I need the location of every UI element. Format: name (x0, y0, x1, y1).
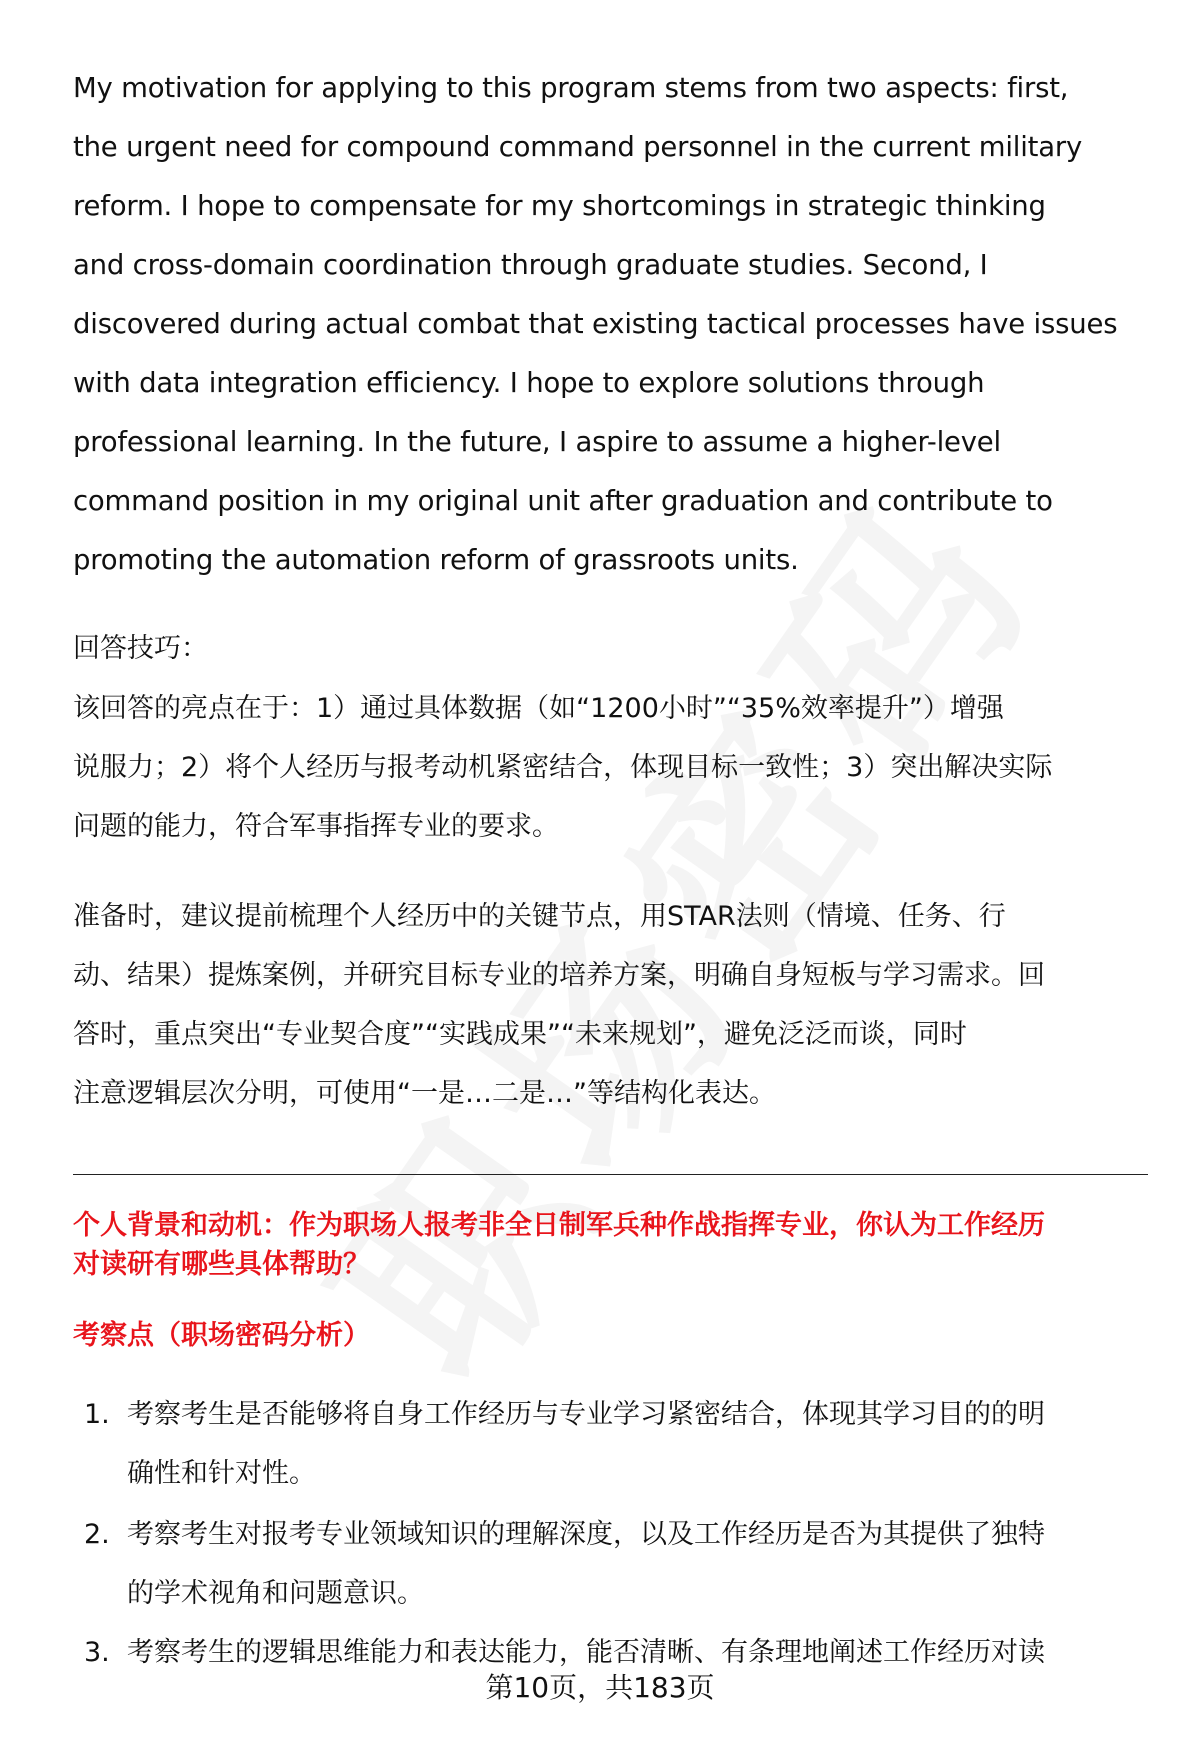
text-line: 考察考生的逻辑思维能力和表达能力，能否清晰、有条理地阐述工作经历对读 (127, 1637, 1045, 1668)
text-line: 考察考生对报考专业领域知识的理解深度，以及工作经历是否为其提供了独特 (127, 1519, 1045, 1550)
question-line: 个人背景和动机：作为职场人报考非全日制军兵种作战指挥专业，你认为工作经历 (73, 1210, 1045, 1241)
text-line: the urgent need for compound command personnel in the current military (73, 131, 1083, 163)
text-line: 动、结果）提炼案例，并研究目标专业的培养方案，明确自身短板与学习需求。回 (73, 960, 1045, 991)
list-number: 2. (84, 1519, 110, 1550)
tips-label: 回答技巧： (73, 633, 208, 664)
text-line: professional learning. In the future, I aspire to assume a higher-level (73, 426, 1001, 458)
text-line: 考察考生是否能够将自身工作经历与专业学习紧密结合，体现其学习目的的明 (127, 1399, 1045, 1430)
list-number: 3. (84, 1637, 110, 1668)
text-line: 答时，重点突出“专业契合度”“实践成果”“未来规划”，避免泛泛而谈，同时 (73, 1019, 967, 1050)
text-line: 问题的能力，符合军事指挥专业的要求。 (73, 811, 559, 842)
text-line: 确性和针对性。 (127, 1458, 316, 1489)
text-line: reform. I hope to compensate for my shortcomings in strategic thinking (73, 190, 1046, 222)
text-line: and cross-domain coordination through graduate studies. Second, I (73, 249, 988, 281)
page-number: 第10页，共183页 (485, 1671, 715, 1704)
text-line: My motivation for applying to this program stems from two aspects: first, (73, 72, 1069, 104)
text-line: with data integration efficiency. I hope to explore solutions through (73, 367, 985, 399)
text-line: promoting the automation reform of grassroots units. (73, 544, 799, 576)
section-heading: 考察点（职场密码分析） (73, 1320, 370, 1351)
text-line: command position in my original unit after graduation and contribute to (73, 485, 1053, 517)
text-line: 说服力；2）将个人经历与报考动机紧密结合，体现目标一致性；3）突出解决实际 (73, 752, 1053, 783)
text-line: 的学术视角和问题意识。 (127, 1578, 424, 1609)
divider (73, 1174, 1148, 1175)
text-line: 准备时，建议提前梳理个人经历中的关键节点，用STAR法则（情境、任务、行 (73, 901, 1006, 932)
text-line: 注意逻辑层次分明，可使用“一是…二是…”等结构化表达。 (73, 1078, 776, 1109)
question-line: 对读研有哪些具体帮助？ (73, 1249, 370, 1280)
text-line: 该回答的亮点在于：1）通过具体数据（如“1200小时”“35%效率提升”）增强 (73, 693, 1004, 724)
text-line: discovered during actual combat that existing tactical processes have issues (73, 308, 1118, 340)
list-number: 1. (84, 1399, 110, 1430)
